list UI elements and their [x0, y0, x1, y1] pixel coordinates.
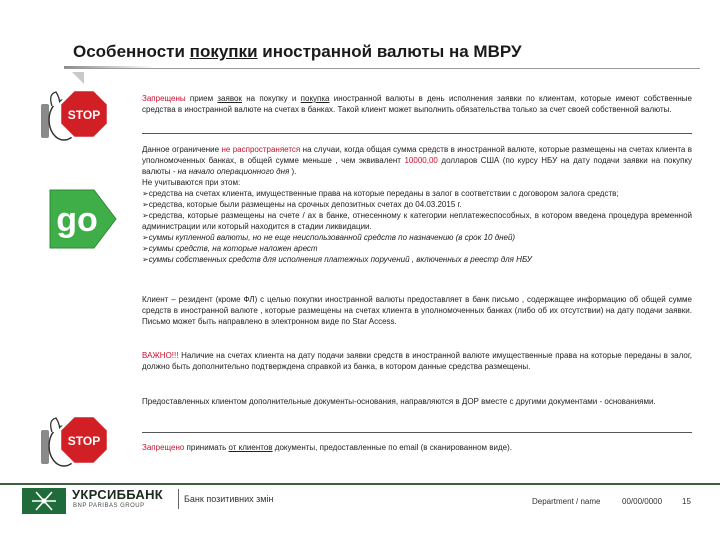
stop-hand-icon: [38, 408, 114, 474]
text-fragment: документы, предоставленные по email (в сканированном виде).: [272, 443, 512, 452]
text-fragment: долларов США (по курсу НБУ на дату подачи заявки на покупку валюты: [142, 156, 692, 176]
text-fragment: на случаи, когда общая сумма средств в иностранной валюте, которые размещены на счетах клиента в уполномоченных банках, в общей сумме меньше , чем эквивалент: [142, 145, 693, 165]
from-clients-word: от клиентов: [228, 443, 273, 452]
department-name: Department / name: [532, 497, 601, 506]
client-letter-text: [142, 294, 692, 327]
text-fragment: иностранной валюты в день исполнения заявки по клиентам, которые имеют собственные средства в иностранной валюте на счетах в банках. Такой клиент может выполнить обязательства только за счет своей собственной валюты.: [142, 94, 692, 114]
text-fragment: ).: [289, 167, 297, 176]
text-fragment: Наличие на счетах клиента на дату подачи заявки средств в иностранной валюте имущественные права на которые переданы в залог, должно быть дополнительно подтверждена справкой из банка, в котором данные средства размещены.: [142, 351, 692, 371]
stop-sign-text: STOP: [67, 434, 101, 448]
text-fragment: на покупку и: [241, 94, 301, 103]
title-part: Особенности: [73, 42, 190, 61]
go-arrow-icon: [46, 186, 118, 252]
text-fragment: Предоставленных клиентом дополнительные документы-основания, направляются в ДОР вместе с другими документами - основаниями.: [142, 397, 656, 406]
prohibition-text: [142, 93, 692, 115]
email-prohibition-text: [142, 442, 692, 453]
list-item: ➢средства на счетах клиента, имущественные права на которые переданы в залог в соответствии с договором залога средств;: [142, 189, 619, 198]
documents-text: [142, 396, 692, 407]
important-note: [142, 350, 692, 372]
text-fragment: прием: [185, 94, 218, 103]
list-item: ➢суммы купленной валюты, но не еще неиспользованной средств по назначению (в срок 10 дней): [142, 233, 516, 242]
list-item: ➢суммы собственных средств для исполнения платежных поручений , включенных в реестр для НБУ: [142, 255, 532, 264]
title-divider: [64, 68, 700, 69]
title-part: иностранной валюты на МВРУ: [257, 42, 522, 61]
applications-word: заявок: [217, 94, 242, 103]
footer-date: 00/00/0000: [622, 497, 663, 506]
exception-text: [142, 144, 692, 265]
text-fragment: Данное ограничение: [142, 145, 222, 154]
purchase-word: покупка: [300, 94, 330, 103]
text-fragment: - на начало операционного дня: [170, 167, 290, 176]
list-item: ➢средства, которые были размещены на срочных депозитных счетах до 04.03.2015 г.: [142, 200, 462, 209]
text-fragment: Клиент – резидент (кроме ФЛ) с целью покупки иностранной валюты предоставляет в банк письмо , содержащее информацию об общей сумме средств в иностранной валюте , которые размещены на счетах клиента в уполномоченных банках (либо об их отсутствии) на дату подачи заявки. Письмо может быть направлено в электронном виде по Star Access.: [142, 295, 692, 326]
bank-name: УКРСИББАНК: [72, 487, 164, 502]
stop-hand-icon: [38, 82, 114, 148]
stop-sign-text: STOP: [67, 108, 101, 122]
page-number: 15: [682, 497, 691, 506]
not-counted-heading: Не учитываются при этом:: [142, 178, 241, 187]
prohibited-label: Запрещено: [142, 443, 185, 452]
not-applies-label: не распространяется: [221, 145, 301, 154]
text-fragment: принимать: [184, 443, 229, 452]
go-text: go: [56, 201, 98, 239]
amount-value: 10000,00: [404, 156, 438, 165]
prohibited-label: Запрещены: [142, 94, 186, 103]
page-title: [73, 42, 673, 62]
title-underlined-word: покупки: [189, 42, 258, 61]
separator-line: [142, 133, 692, 134]
important-label: ВАЖНО!!!: [142, 351, 179, 360]
bank-group: BNP PARIBAS GROUP: [73, 503, 145, 509]
list-item: ➢суммы средств, на которые наложен арест: [142, 244, 318, 253]
list-item: ➢средства, которые размещены на счете / ах в банке, отнесенному к категории неплатежеспособных, в котором введена процедура временной администрации или который находится в стадии ликвидации.: [142, 211, 692, 231]
bank-logo-icon: [22, 488, 66, 514]
bank-tagline: Банк позитивних змін: [184, 494, 274, 504]
separator-line: [142, 432, 692, 433]
tagline-divider: [178, 489, 179, 509]
footer-rule: [0, 483, 720, 485]
